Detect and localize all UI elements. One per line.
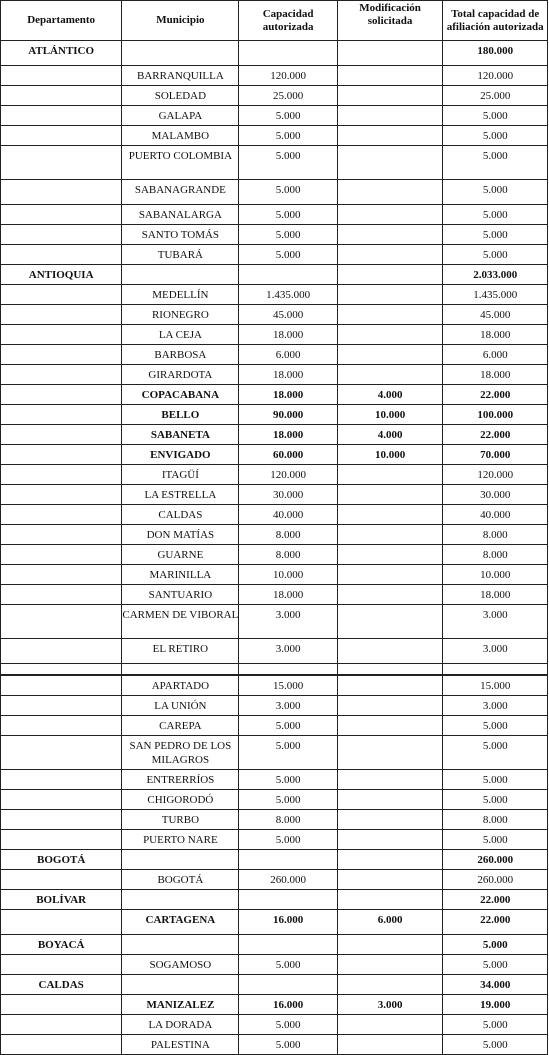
capacidad-cell: 5.000 bbox=[239, 769, 337, 789]
municipio-cell: MEDELLÍN bbox=[122, 285, 239, 305]
table-row bbox=[1, 869, 548, 889]
total-cell: 1.435.000 bbox=[443, 285, 548, 305]
modificacion-cell bbox=[337, 664, 443, 676]
municipio-cell: CALDAS bbox=[122, 505, 239, 525]
capacidad-cell: 120.000 bbox=[239, 66, 337, 86]
municipio-cell bbox=[122, 849, 239, 869]
modificacion-cell bbox=[337, 639, 443, 664]
table-row bbox=[1, 545, 548, 565]
capacidad-cell: 5.000 bbox=[239, 1034, 337, 1054]
municipio-cell: BOGOTÁ bbox=[122, 869, 239, 889]
departamento-cell bbox=[1, 225, 122, 245]
municipio-cell: ENTRERRÍOS bbox=[122, 769, 239, 789]
municipio-cell: APARTADO bbox=[122, 675, 239, 695]
departamento-cell bbox=[1, 585, 122, 605]
table-row bbox=[1, 245, 548, 265]
municipio-cell bbox=[122, 265, 239, 285]
departamento-cell bbox=[1, 565, 122, 585]
departamento-cell bbox=[1, 86, 122, 106]
table-row bbox=[1, 565, 548, 585]
modificacion-cell bbox=[337, 205, 443, 225]
capacidad-cell: 5.000 bbox=[239, 789, 337, 809]
total-cell: 22.000 bbox=[443, 385, 548, 405]
modificacion-cell bbox=[337, 789, 443, 809]
table-row bbox=[1, 695, 548, 715]
municipio-cell bbox=[122, 889, 239, 909]
table-row bbox=[1, 365, 548, 385]
total-cell: 2.033.000 bbox=[443, 265, 548, 285]
table-row bbox=[1, 205, 548, 225]
capacidad-cell: 5.000 bbox=[239, 225, 337, 245]
modificacion-cell bbox=[337, 675, 443, 695]
total-cell: 5.000 bbox=[443, 789, 548, 809]
municipio-cell: MALAMBO bbox=[122, 126, 239, 146]
municipio-cell: GUARNE bbox=[122, 545, 239, 565]
municipio-cell bbox=[122, 934, 239, 954]
total-cell: 5.000 bbox=[443, 180, 548, 205]
capacidad-cell: 15.000 bbox=[239, 675, 337, 695]
municipio-cell: MARINILLA bbox=[122, 565, 239, 585]
municipio-cell: SABANAGRANDE bbox=[122, 180, 239, 205]
municipio-cell: PALESTINA bbox=[122, 1034, 239, 1054]
modificacion-cell bbox=[337, 86, 443, 106]
departamento-cell bbox=[1, 715, 122, 735]
departamento-cell bbox=[1, 525, 122, 545]
municipio-cell: BARRANQUILLA bbox=[122, 66, 239, 86]
capacidad-cell bbox=[239, 265, 337, 285]
capacidad-cell: 8.000 bbox=[239, 809, 337, 829]
capacidad-cell: 5.000 bbox=[239, 954, 337, 974]
total-cell: 5.000 bbox=[443, 715, 548, 735]
modificacion-cell bbox=[337, 565, 443, 585]
table-row bbox=[1, 909, 548, 934]
departamento-cell bbox=[1, 769, 122, 789]
capacidad-cell bbox=[239, 41, 337, 66]
capacidad-cell bbox=[239, 849, 337, 869]
table-row bbox=[1, 994, 548, 1014]
modificacion-cell bbox=[337, 365, 443, 385]
capacidad-cell bbox=[239, 934, 337, 954]
table-row bbox=[1, 525, 548, 545]
municipio-cell: LA ESTRELLA bbox=[122, 485, 239, 505]
capacidad-cell: 5.000 bbox=[239, 1014, 337, 1034]
departamento-cell bbox=[1, 325, 122, 345]
municipio-cell: SABANALARGA bbox=[122, 205, 239, 225]
total-cell: 260.000 bbox=[443, 869, 548, 889]
modificacion-cell bbox=[337, 1034, 443, 1054]
modificacion-cell: 4.000 bbox=[337, 385, 443, 405]
capacidad-cell: 5.000 bbox=[239, 735, 337, 769]
departamento-cell bbox=[1, 285, 122, 305]
department-row bbox=[1, 934, 548, 954]
capacidad-cell: 8.000 bbox=[239, 525, 337, 545]
table-row bbox=[1, 126, 548, 146]
modificacion-cell bbox=[337, 225, 443, 245]
municipio-cell: DON MATÍAS bbox=[122, 525, 239, 545]
capacidad-cell: 18.000 bbox=[239, 365, 337, 385]
departamento-cell bbox=[1, 639, 122, 664]
table-row bbox=[1, 180, 548, 205]
total-cell: 180.000 bbox=[443, 41, 548, 66]
municipio-cell: GALAPA bbox=[122, 106, 239, 126]
table-row bbox=[1, 465, 548, 485]
departamento-cell bbox=[1, 789, 122, 809]
departamento-cell bbox=[1, 245, 122, 265]
table-row bbox=[1, 639, 548, 664]
modificacion-cell bbox=[337, 585, 443, 605]
modificacion-cell bbox=[337, 66, 443, 86]
departamento-cell bbox=[1, 735, 122, 769]
total-cell bbox=[443, 664, 548, 676]
municipio-cell: EL RETIRO bbox=[122, 639, 239, 664]
table-row bbox=[1, 605, 548, 639]
modificacion-cell bbox=[337, 126, 443, 146]
table-row bbox=[1, 325, 548, 345]
departamento-cell bbox=[1, 465, 122, 485]
capacidad-cell: 6.000 bbox=[239, 345, 337, 365]
total-cell: 40.000 bbox=[443, 505, 548, 525]
table-row bbox=[1, 285, 548, 305]
table-row bbox=[1, 146, 548, 180]
capacidad-cell: 3.000 bbox=[239, 639, 337, 664]
capacidad-cell: 16.000 bbox=[239, 994, 337, 1014]
total-cell: 5.000 bbox=[443, 829, 548, 849]
municipio-cell bbox=[122, 41, 239, 66]
total-cell: 8.000 bbox=[443, 525, 548, 545]
capacidad-cell: 30.000 bbox=[239, 485, 337, 505]
capacidad-cell bbox=[239, 664, 337, 676]
total-cell: 5.000 bbox=[443, 769, 548, 789]
department-row bbox=[1, 889, 548, 909]
capacidad-cell: 120.000 bbox=[239, 465, 337, 485]
municipio-cell: COPACABANA bbox=[122, 385, 239, 405]
table-row bbox=[1, 735, 548, 769]
modificacion-cell: 10.000 bbox=[337, 405, 443, 425]
modificacion-cell bbox=[337, 934, 443, 954]
municipio-cell: SOLEDAD bbox=[122, 86, 239, 106]
modificacion-cell bbox=[337, 605, 443, 639]
capacidad-cell: 18.000 bbox=[239, 325, 337, 345]
modificacion-cell bbox=[337, 465, 443, 485]
modificacion-cell bbox=[337, 505, 443, 525]
modificacion-cell: 4.000 bbox=[337, 425, 443, 445]
total-cell: 8.000 bbox=[443, 809, 548, 829]
total-cell: 5.000 bbox=[443, 225, 548, 245]
modificacion-cell bbox=[337, 809, 443, 829]
table-row bbox=[1, 675, 548, 695]
modificacion-cell bbox=[337, 769, 443, 789]
total-cell: 34.000 bbox=[443, 974, 548, 994]
total-cell: 70.000 bbox=[443, 445, 548, 465]
capacidad-cell: 60.000 bbox=[239, 445, 337, 465]
table-row bbox=[1, 405, 548, 425]
modificacion-cell bbox=[337, 41, 443, 66]
capacidad-cell: 260.000 bbox=[239, 869, 337, 889]
capacidad-cell: 5.000 bbox=[239, 126, 337, 146]
modificacion-cell bbox=[337, 735, 443, 769]
municipio-cell: GIRARDOTA bbox=[122, 365, 239, 385]
municipio-cell: CARMEN DE VIBORAL bbox=[122, 605, 239, 639]
departamento-cell bbox=[1, 505, 122, 525]
municipio-cell: SABANETA bbox=[122, 425, 239, 445]
departamento-cell bbox=[1, 954, 122, 974]
table-row bbox=[1, 715, 548, 735]
table-row bbox=[1, 225, 548, 245]
modificacion-cell bbox=[337, 180, 443, 205]
table-row bbox=[1, 1014, 548, 1034]
table-row bbox=[1, 954, 548, 974]
capacidad-cell: 5.000 bbox=[239, 715, 337, 735]
modificacion-cell bbox=[337, 715, 443, 735]
total-cell: 5.000 bbox=[443, 245, 548, 265]
total-cell: 5.000 bbox=[443, 735, 548, 769]
municipio-cell: TURBO bbox=[122, 809, 239, 829]
header-municipio: Municipio bbox=[122, 1, 239, 41]
modificacion-cell bbox=[337, 889, 443, 909]
table-row bbox=[1, 585, 548, 605]
capacidad-cell: 5.000 bbox=[239, 245, 337, 265]
municipio-cell: LA CEJA bbox=[122, 325, 239, 345]
municipio-cell: ITAGÜÍ bbox=[122, 465, 239, 485]
modificacion-cell bbox=[337, 106, 443, 126]
table-body bbox=[1, 41, 548, 1055]
department-row bbox=[1, 849, 548, 869]
total-cell: 260.000 bbox=[443, 849, 548, 869]
municipio-cell: PUERTO NARE bbox=[122, 829, 239, 849]
table-row bbox=[1, 305, 548, 325]
total-cell: 5.000 bbox=[443, 1034, 548, 1054]
table-row bbox=[1, 505, 548, 525]
modificacion-cell bbox=[337, 485, 443, 505]
departamento-cell bbox=[1, 205, 122, 225]
header-capacidad: Capacidad autorizada bbox=[239, 1, 337, 41]
modificacion-cell bbox=[337, 525, 443, 545]
departamento-cell bbox=[1, 66, 122, 86]
departamento-cell bbox=[1, 909, 122, 934]
total-cell: 5.000 bbox=[443, 205, 548, 225]
table-row bbox=[1, 789, 548, 809]
capacidad-cell: 90.000 bbox=[239, 405, 337, 425]
header-departamento: Departamento bbox=[1, 1, 122, 41]
departamento-cell bbox=[1, 1014, 122, 1034]
modificacion-cell bbox=[337, 954, 443, 974]
department-row bbox=[1, 265, 548, 285]
total-cell: 3.000 bbox=[443, 639, 548, 664]
departamento-cell bbox=[1, 146, 122, 180]
modificacion-cell bbox=[337, 974, 443, 994]
table-row bbox=[1, 106, 548, 126]
municipio-cell: BARBOSA bbox=[122, 345, 239, 365]
departamento-cell bbox=[1, 664, 122, 676]
total-cell: 22.000 bbox=[443, 889, 548, 909]
capacidad-cell: 5.000 bbox=[239, 106, 337, 126]
departamento-cell: BOGOTÁ bbox=[1, 849, 122, 869]
departamento-cell: CALDAS bbox=[1, 974, 122, 994]
capacidad-cell: 3.000 bbox=[239, 605, 337, 639]
total-cell: 5.000 bbox=[443, 126, 548, 146]
capacidad-cell: 5.000 bbox=[239, 205, 337, 225]
capacidad-cell: 8.000 bbox=[239, 545, 337, 565]
total-cell: 5.000 bbox=[443, 934, 548, 954]
departamento-cell bbox=[1, 345, 122, 365]
total-cell: 100.000 bbox=[443, 405, 548, 425]
departamento-cell bbox=[1, 445, 122, 465]
municipio-cell: BELLO bbox=[122, 405, 239, 425]
total-cell: 5.000 bbox=[443, 146, 548, 180]
table-row bbox=[1, 769, 548, 789]
capacidad-cell: 16.000 bbox=[239, 909, 337, 934]
total-cell: 22.000 bbox=[443, 909, 548, 934]
separator-row bbox=[1, 664, 548, 676]
header-total: Total capacidad de afiliación autorizada bbox=[443, 1, 548, 41]
capacidad-cell: 1.435.000 bbox=[239, 285, 337, 305]
department-row bbox=[1, 974, 548, 994]
departamento-cell bbox=[1, 809, 122, 829]
municipio-cell bbox=[122, 664, 239, 676]
municipio-cell: CAREPA bbox=[122, 715, 239, 735]
table-row bbox=[1, 66, 548, 86]
total-cell: 6.000 bbox=[443, 345, 548, 365]
departamento-cell bbox=[1, 385, 122, 405]
municipio-cell: ENVIGADO bbox=[122, 445, 239, 465]
capacidad-cell bbox=[239, 889, 337, 909]
departamento-cell bbox=[1, 829, 122, 849]
modificacion-cell bbox=[337, 345, 443, 365]
total-cell: 18.000 bbox=[443, 365, 548, 385]
municipio-cell: SOGAMOSO bbox=[122, 954, 239, 974]
modificacion-cell bbox=[337, 265, 443, 285]
departamento-cell: ANTIOQUIA bbox=[1, 265, 122, 285]
total-cell: 15.000 bbox=[443, 675, 548, 695]
modificacion-cell bbox=[337, 325, 443, 345]
total-cell: 22.000 bbox=[443, 425, 548, 445]
modificacion-cell bbox=[337, 245, 443, 265]
total-cell: 8.000 bbox=[443, 545, 548, 565]
capacidad-cell: 5.000 bbox=[239, 146, 337, 180]
departamento-cell bbox=[1, 675, 122, 695]
departamento-cell bbox=[1, 605, 122, 639]
capacidad-cell: 3.000 bbox=[239, 695, 337, 715]
total-cell: 25.000 bbox=[443, 86, 548, 106]
total-cell: 5.000 bbox=[443, 954, 548, 974]
total-cell: 19.000 bbox=[443, 994, 548, 1014]
capacidad-cell: 25.000 bbox=[239, 86, 337, 106]
municipio-cell: CHIGORODÓ bbox=[122, 789, 239, 809]
departamento-cell bbox=[1, 365, 122, 385]
municipio-cell: SANTUARIO bbox=[122, 585, 239, 605]
table-row bbox=[1, 345, 548, 365]
departamento-cell bbox=[1, 1034, 122, 1054]
municipio-cell: TUBARÁ bbox=[122, 245, 239, 265]
capacidad-cell: 10.000 bbox=[239, 565, 337, 585]
municipio-cell: RIONEGRO bbox=[122, 305, 239, 325]
total-cell: 3.000 bbox=[443, 695, 548, 715]
capacidad-cell: 5.000 bbox=[239, 180, 337, 205]
municipio-cell: PUERTO COLOMBIA bbox=[122, 146, 239, 180]
modificacion-cell bbox=[337, 285, 443, 305]
municipio-cell bbox=[122, 974, 239, 994]
departamento-cell bbox=[1, 545, 122, 565]
departamento-cell bbox=[1, 994, 122, 1014]
capacidad-cell: 5.000 bbox=[239, 829, 337, 849]
table-row bbox=[1, 809, 548, 829]
capacidad-cell bbox=[239, 974, 337, 994]
municipio-cell: LA DORADA bbox=[122, 1014, 239, 1034]
table-row bbox=[1, 445, 548, 465]
modificacion-cell bbox=[337, 829, 443, 849]
table-row bbox=[1, 829, 548, 849]
departamento-cell bbox=[1, 126, 122, 146]
total-cell: 30.000 bbox=[443, 485, 548, 505]
total-cell: 5.000 bbox=[443, 1014, 548, 1034]
capacidad-cell: 18.000 bbox=[239, 585, 337, 605]
total-cell: 45.000 bbox=[443, 305, 548, 325]
total-cell: 5.000 bbox=[443, 106, 548, 126]
municipio-cell: CARTAGENA bbox=[122, 909, 239, 934]
departamento-cell: BOYACÁ bbox=[1, 934, 122, 954]
departamento-cell bbox=[1, 405, 122, 425]
capacidad-cell: 45.000 bbox=[239, 305, 337, 325]
modificacion-cell bbox=[337, 305, 443, 325]
total-cell: 120.000 bbox=[443, 465, 548, 485]
municipio-cell: SAN PEDRO DE LOS MILAGROS bbox=[122, 735, 239, 769]
modificacion-cell bbox=[337, 849, 443, 869]
departamento-cell bbox=[1, 695, 122, 715]
total-cell: 3.000 bbox=[443, 605, 548, 639]
municipio-cell: LA UNIÓN bbox=[122, 695, 239, 715]
departamento-cell bbox=[1, 485, 122, 505]
departamento-cell bbox=[1, 106, 122, 126]
departamento-cell: ATLÁNTICO bbox=[1, 41, 122, 66]
modificacion-cell bbox=[337, 869, 443, 889]
departamento-cell bbox=[1, 425, 122, 445]
department-row bbox=[1, 41, 548, 66]
header-modificacion: Modificación solicitada bbox=[337, 1, 443, 41]
modificacion-cell bbox=[337, 146, 443, 180]
table-row bbox=[1, 485, 548, 505]
table-row bbox=[1, 1034, 548, 1054]
capacidad-cell: 18.000 bbox=[239, 425, 337, 445]
total-cell: 18.000 bbox=[443, 325, 548, 345]
total-cell: 120.000 bbox=[443, 66, 548, 86]
header-row bbox=[1, 1, 548, 41]
modificacion-cell bbox=[337, 1014, 443, 1034]
table-row bbox=[1, 86, 548, 106]
municipio-cell: SANTO TOMÁS bbox=[122, 225, 239, 245]
modificacion-cell: 10.000 bbox=[337, 445, 443, 465]
municipio-cell: MANIZALEZ bbox=[122, 994, 239, 1014]
modificacion-cell: 6.000 bbox=[337, 909, 443, 934]
table-row bbox=[1, 425, 548, 445]
departamento-cell bbox=[1, 869, 122, 889]
capacidad-cell: 18.000 bbox=[239, 385, 337, 405]
capacidad-cell: 40.000 bbox=[239, 505, 337, 525]
departamento-cell bbox=[1, 305, 122, 325]
total-cell: 18.000 bbox=[443, 585, 548, 605]
total-cell: 10.000 bbox=[443, 565, 548, 585]
modificacion-cell: 3.000 bbox=[337, 994, 443, 1014]
departamento-cell: BOLÍVAR bbox=[1, 889, 122, 909]
table-row bbox=[1, 385, 548, 405]
modificacion-cell bbox=[337, 695, 443, 715]
departamento-cell bbox=[1, 180, 122, 205]
modificacion-cell bbox=[337, 545, 443, 565]
